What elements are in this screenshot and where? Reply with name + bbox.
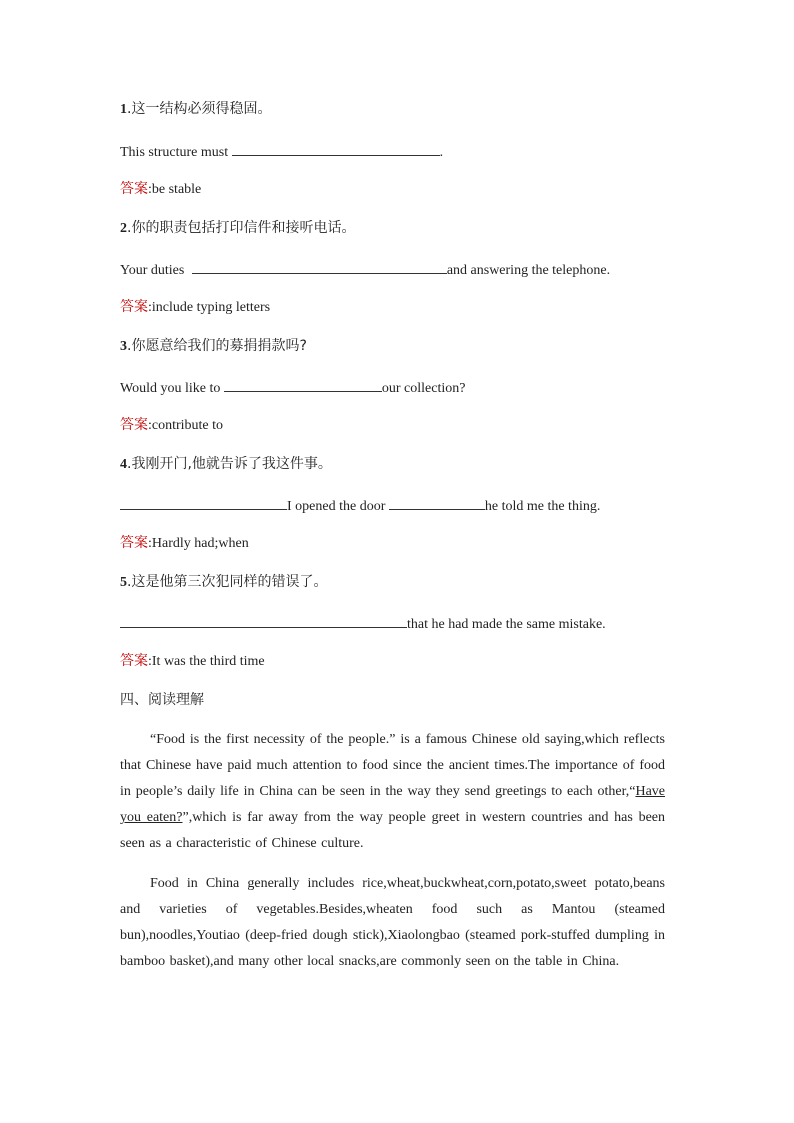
question-2 — [120, 218, 680, 239]
answer-label: 答案 — [120, 299, 148, 315]
question-chinese: .你的职责包括打印信件和接听电话。 — [127, 220, 356, 236]
question-number: 2 — [120, 221, 127, 236]
question-number: 4 — [120, 457, 127, 472]
question-4 — [120, 454, 680, 475]
question-1-answer — [120, 179, 680, 200]
answer-blank — [232, 140, 440, 156]
paragraph-text: “Food is the first necessity of the people.” is a famous Chinese old saying,which reflects that Chinese have paid much attention to food since the ancient times.The importance of food in people’s daily life in China can be seen in the way they send greetings to each other,“ — [120, 732, 665, 799]
section-title: 四、阅读理解 — [120, 692, 204, 708]
question-number: 3 — [120, 339, 127, 354]
question-2-answer — [120, 297, 680, 318]
answer-blank-2 — [389, 494, 485, 510]
question-chinese: .你愿意给我们的募捐捐款吗? — [127, 338, 307, 354]
question-1 — [120, 99, 680, 120]
answer-text: :Hardly had;when — [148, 536, 249, 551]
question-3-prompt — [120, 376, 680, 399]
question-chinese: .这是他第三次犯同样的错误了。 — [127, 574, 328, 590]
answer-label: 答案 — [120, 535, 148, 551]
question-3-answer — [120, 415, 680, 436]
answer-text: :It was the third time — [148, 654, 265, 669]
question-5-prompt — [120, 612, 680, 635]
question-2-prompt — [120, 258, 680, 281]
prompt-text-after: that he had made the same mistake. — [407, 617, 606, 632]
question-4-answer — [120, 533, 680, 554]
reading-paragraph-1 — [120, 727, 665, 857]
answer-label: 答案 — [120, 417, 148, 433]
prompt-text: This structure must — [120, 145, 232, 160]
question-chinese: .我刚开门,他就告诉了我这件事。 — [127, 456, 332, 472]
answer-label: 答案 — [120, 653, 148, 669]
answer-blank — [120, 612, 407, 628]
prompt-text: Your duties — [120, 263, 188, 278]
question-5-answer — [120, 651, 680, 672]
answer-blank — [192, 258, 447, 274]
question-5 — [120, 572, 680, 593]
prompt-text-after: he told me the thing. — [484, 499, 601, 514]
underlined-phrase: Have you eaten? — [120, 784, 665, 825]
prompt-text-after: our collection? — [381, 381, 466, 396]
answer-label: 答案 — [120, 181, 148, 197]
question-3 — [120, 336, 680, 357]
question-number: 1 — [120, 102, 127, 117]
prompt-text-after: and answering the telephone. — [446, 263, 611, 278]
answer-text: :include typing letters — [148, 300, 271, 315]
question-4-prompt — [120, 494, 680, 517]
question-number: 5 — [120, 575, 127, 590]
reading-paragraph-2: Food in China generally includes rice,wheat,buckwheat,corn,potato,sweet potato,beans and varieties of vegetables.Besides,wheaten food such as Mantou (steamed bun),noodles,Youtiao (deep-fried dough stick),Xiaolongbao (steamed pork-stuffed dumpling in bamboo basket),and many other local snacks,are commonly seen on the table in China. — [120, 876, 665, 969]
prompt-text-after: . — [439, 145, 444, 160]
question-chinese: .这一结构必须得稳固。 — [127, 101, 272, 117]
prompt-text: Would you like to — [120, 381, 224, 396]
answer-text: :be stable — [148, 182, 202, 197]
answer-blank — [120, 494, 287, 510]
answer-text: :contribute to — [148, 418, 224, 433]
prompt-text: I opened the door — [287, 499, 389, 514]
answer-blank — [224, 376, 382, 392]
paragraph-text-after: ”,which is far away from the way people greet in western countries and has been seen as a characteristic of Chinese culture. — [120, 810, 665, 851]
question-1-prompt — [120, 140, 680, 163]
